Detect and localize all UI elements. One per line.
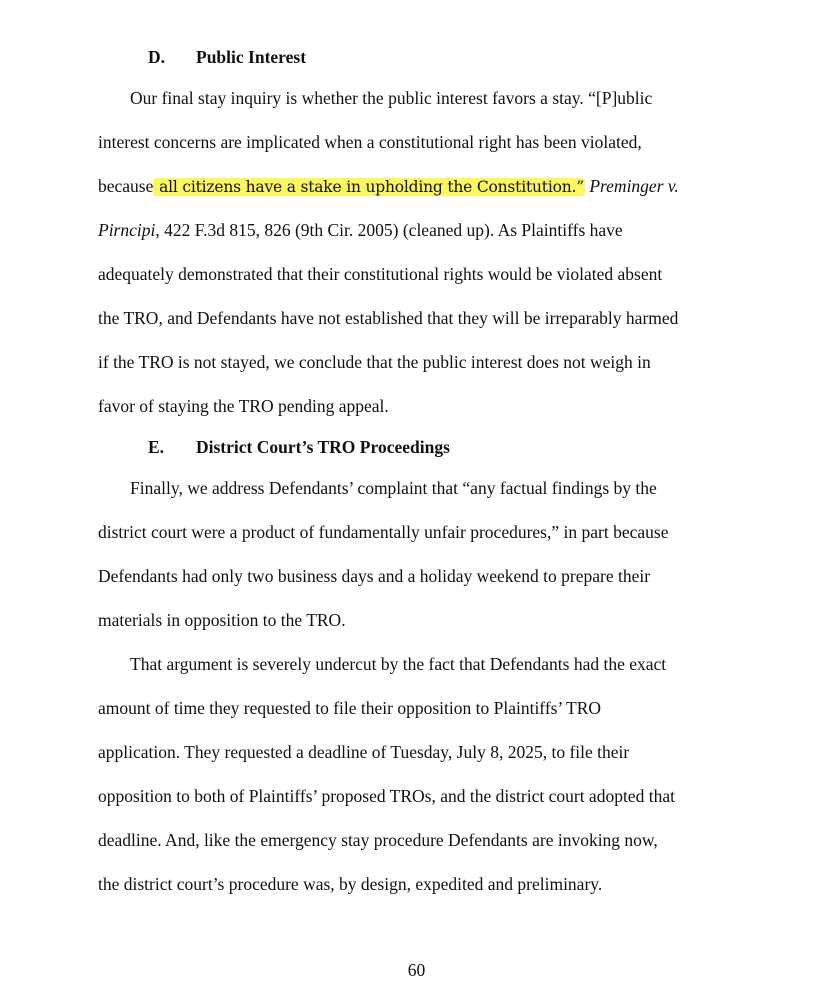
highlighted-quote: all citizens have a stake in upholding the Constitution.” — [154, 178, 584, 196]
paragraph-line: favor of staying the TRO pending appeal. — [98, 396, 389, 416]
case-citation-italic: Preminger v. — [584, 176, 679, 196]
paragraph-line: opposition to both of Plaintiffs’ proposed TROs, and the district court adopted that — [98, 786, 675, 806]
paragraph-line: amount of time they requested to file their opposition to Plaintiffs’ TRO — [98, 698, 602, 718]
paragraph-line-with-highlight — [98, 174, 679, 199]
section-heading-d — [148, 45, 306, 69]
page-number: 60 — [407, 960, 426, 980]
paragraph-line: interest concerns are implicated when a constitutional right has been violated, — [98, 132, 642, 152]
paragraph-line — [98, 218, 623, 242]
text-segment: because — [98, 176, 154, 196]
paragraph-line: materials in opposition to the TRO. — [98, 610, 346, 630]
paragraph-line: if the TRO is not stayed, we conclude that the public interest does not weigh in — [98, 352, 651, 372]
section-title-d: Public Interest — [196, 47, 307, 67]
paragraph-line: district court were a product of fundamentally unfair procedures,” in part because — [98, 522, 669, 542]
paragraph-line: Finally, we address Defendants’ complaint that “any factual findings by the — [130, 478, 657, 498]
paragraph-line: the TRO, and Defendants have not established that they will be irreparably harmed — [98, 308, 679, 328]
case-citation-italic: Pirncipi — [98, 220, 156, 240]
paragraph-line: Our final stay inquiry is whether the public interest favors a stay. “[P]ublic — [130, 88, 653, 108]
paragraph-line: the district court’s procedure was, by design, expedited and preliminary. — [98, 874, 603, 894]
section-letter-d: D. — [148, 47, 166, 67]
text-segment: , 422 F.3d 815, 826 (9th Cir. 2005) (cleaned up). As Plaintiffs have — [155, 220, 623, 240]
paragraph-line: That argument is severely undercut by the fact that Defendants had the exact — [130, 654, 667, 674]
paragraph-line: adequately demonstrated that their constitutional rights would be violated absent — [98, 264, 663, 284]
paragraph-line: Defendants had only two business days and a holiday weekend to prepare their — [98, 566, 651, 586]
paragraph-line: deadline. And, like the emergency stay procedure Defendants are invoking now, — [98, 830, 658, 850]
paragraph-line: application. They requested a deadline of Tuesday, July 8, 2025, to file their — [98, 742, 630, 762]
section-letter-e: E. — [148, 437, 165, 457]
section-title-e: District Court’s TRO Proceedings — [196, 437, 450, 457]
section-heading-e — [148, 435, 450, 459]
